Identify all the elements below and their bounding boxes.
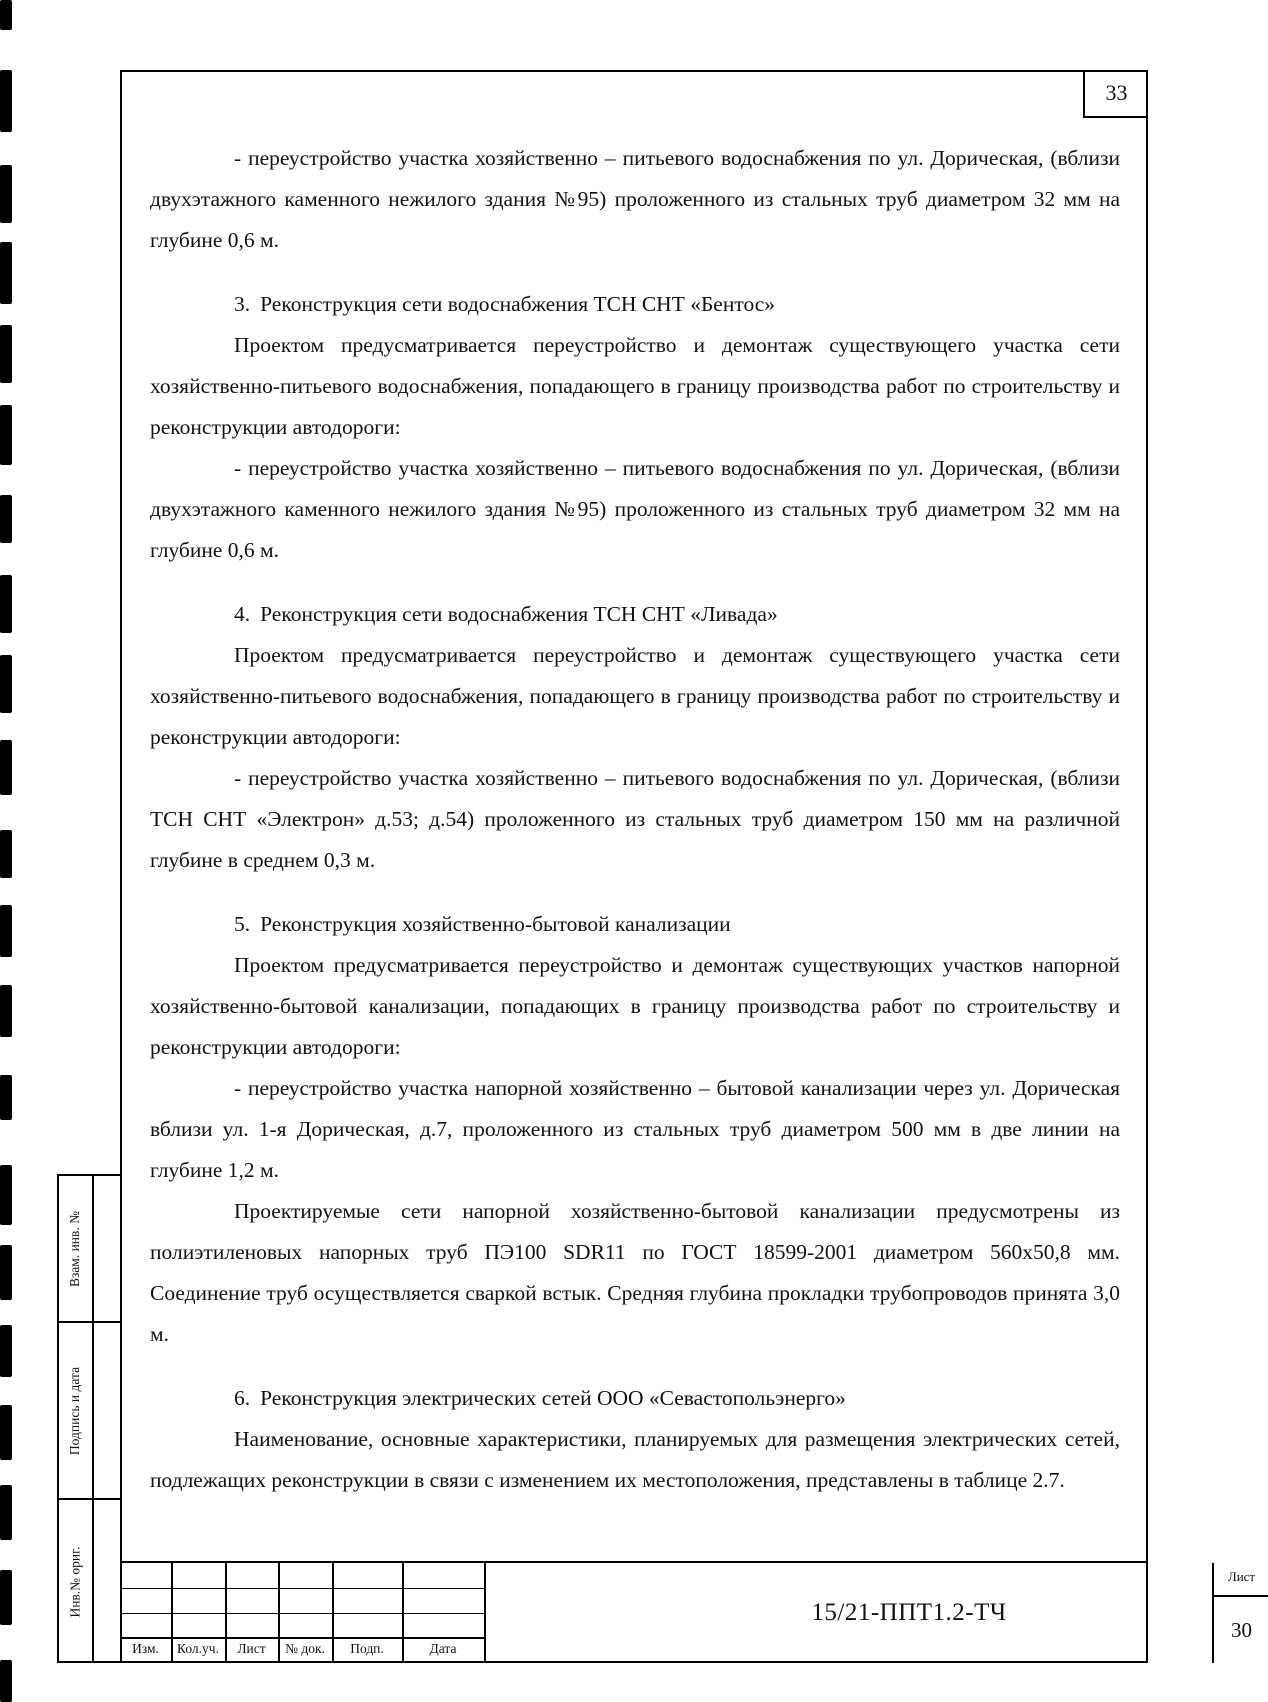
column-label-podp: Подп. (350, 1641, 384, 1656)
binding-mark (0, 1570, 12, 1625)
title-block (120, 1561, 1256, 1663)
binding-mark (0, 1165, 12, 1225)
stamp-label-vzam: Взам. инв. № (67, 1210, 83, 1287)
paragraph: Проектируемые сети напорной хозяйственно-бытовой канализации предусмотрены из полиэтиленовых напорных труб ПЭ100 SDR11 по ГОСТ 18599-2001 диаметром 560х50,8 мм. Соединение труб осуществляется сваркой встык. Средняя глубина прокладки трубопроводов принята 3,0 м. (150, 1199, 1120, 1346)
paragraph: - переустройство участка хозяйственно – питьевого водоснабжения по ул. Дорическая, (вблизи ТСН СНТ «Электрон» д.53; д.54) проложенного из стальных труб диаметром 150 мм на различной глубине в среднем 0,3 м. (150, 766, 1120, 872)
binding-mark (0, 405, 12, 465)
binding-mark (0, 1245, 12, 1300)
section-title: Реконструкция сети водоснабжения ТСН СНТ «Ливада» (260, 602, 778, 626)
binding-mark (0, 740, 12, 795)
stamp-cell-inv (59, 1500, 92, 1663)
column-label-list: Лист (237, 1641, 266, 1656)
column-label-izm: Изм. (132, 1641, 159, 1656)
section-heading-3 (150, 284, 1120, 325)
binding-mark (0, 325, 12, 383)
binding-mark (0, 1485, 12, 1540)
binding-mark (0, 165, 12, 223)
stamp-label-podpis: Подпись и дата (67, 1366, 83, 1455)
binding-mark (0, 495, 12, 543)
paragraph: Проектом предусматривается переустройство и демонтаж существующего участка сети хозяйственно-питьевого водоснабжения, попадающего в границу производства работ по строительству и реконструкции автодороги: (150, 333, 1120, 439)
binding-mark (0, 242, 12, 304)
section-heading-5 (150, 904, 1120, 945)
column-label-ndok: № док. (285, 1641, 325, 1656)
section-title: Реконструкция хозяйственно-бытовой канализации (260, 912, 731, 936)
paragraph: Проектом предусматривается переустройство и демонтаж существующих участков напорной хозяйственно-бытовой канализации, попадающих в границу производства работ по строительству и реконструкции автодороги: (150, 953, 1120, 1059)
section-heading-6 (150, 1378, 1120, 1419)
section-number: 4. (234, 602, 251, 626)
section-title: Реконструкция электрических сетей ООО «Севастопольэнерго» (260, 1386, 846, 1410)
stamp-cell-podpis (59, 1323, 92, 1498)
stamp-label-inv: Инв.№ ориг. (67, 1545, 83, 1618)
paragraph: Наименование, основные характеристики, планируемых для размещения электрических сетей, подлежащих реконструкции в связи с изменением их местоположения, представлены в таблице 2.7. (150, 1427, 1120, 1492)
binding-mark (0, 655, 12, 713)
binding-mark (0, 1075, 12, 1120)
document-body (150, 138, 1120, 1501)
section-heading-4 (150, 594, 1120, 635)
binding-mark (0, 70, 12, 132)
paragraph: - переустройство участка хозяйственно – питьевого водоснабжения по ул. Дорическая, (вблизи двухэтажного каменного нежилого здания №95) проложенного из стальных труб диаметром 32 мм на глубине 0,6 м. (150, 146, 1120, 252)
binding-mark (0, 575, 12, 633)
column-label-data: Дата (429, 1641, 457, 1656)
paragraph: Проектом предусматривается переустройство и демонтаж существующего участка сети хозяйственно-питьевого водоснабжения, попадающего в границу производства работ по строительству и реконструкции автодороги: (150, 643, 1120, 749)
binding-mark (0, 905, 12, 957)
binding-mark (0, 1660, 12, 1702)
section-number: 6. (234, 1386, 251, 1410)
stamp-cell-vzam (59, 1176, 92, 1321)
section-title: Реконструкция сети водоснабжения ТСН СНТ «Бентос» (260, 292, 776, 316)
column-label-kol: Кол.уч. (177, 1641, 219, 1656)
sheet-label: Лист (1227, 1569, 1256, 1584)
page-number-top: 33 (1083, 70, 1148, 118)
section-number: 5. (234, 912, 251, 936)
binding-mark (0, 1405, 12, 1460)
stamp-divider (92, 1176, 94, 1661)
left-stamp (57, 1174, 120, 1663)
binding-mark (0, 1325, 12, 1377)
binding-mark (0, 0, 12, 30)
paragraph: - переустройство участка напорной хозяйственно – бытовой канализации через ул. Дорическая вблизи ул. 1-я Дорическая, д.7, проложенного из стальных труб диаметром 500 мм в две линии на глубине 1,2 м. (150, 1076, 1120, 1182)
document-code: 15/21-ППТ1.2-ТЧ (811, 1599, 1007, 1626)
section-number: 3. (234, 292, 251, 316)
sheet-number: 30 (1231, 1618, 1252, 1642)
binding-mark (0, 985, 12, 1037)
binding-mark (0, 830, 12, 878)
paragraph: - переустройство участка хозяйственно – питьевого водоснабжения по ул. Дорическая, (вблизи двухэтажного каменного нежилого здания №95) проложенного из стальных труб диаметром 32 мм на глубине 0,6 м. (150, 456, 1120, 562)
